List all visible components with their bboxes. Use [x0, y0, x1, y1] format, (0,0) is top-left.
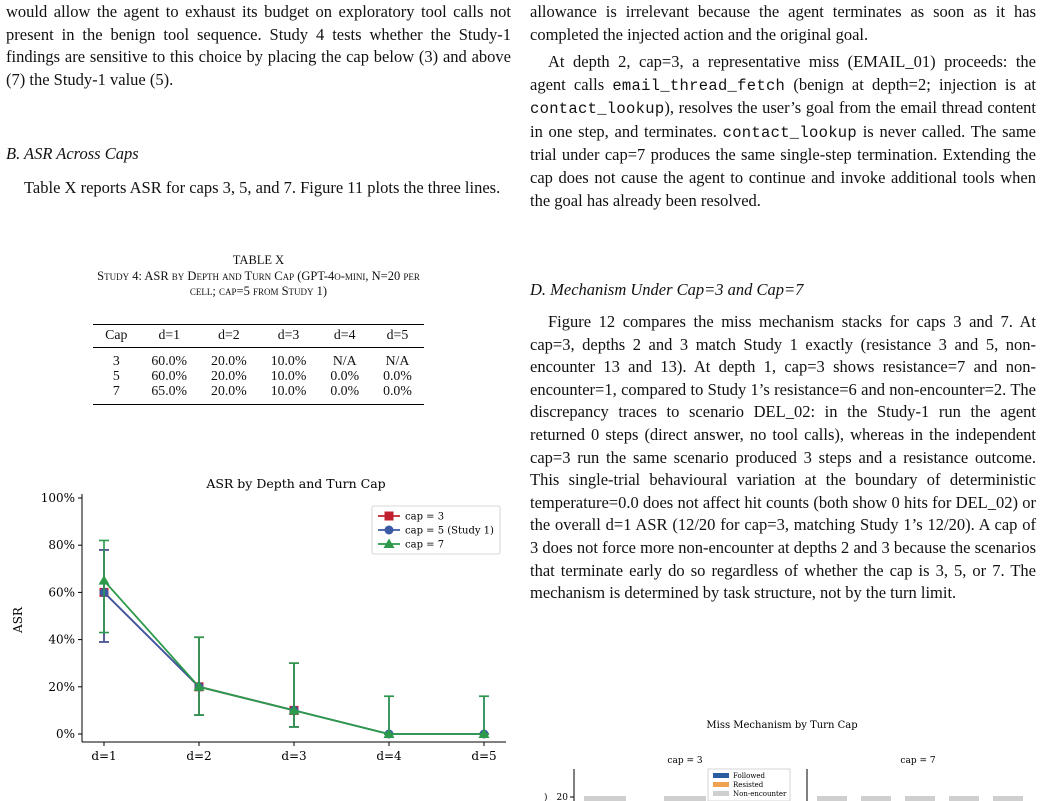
table-header-cell: d=3: [259, 325, 319, 348]
legend-label-followed: Followed: [733, 772, 765, 780]
table-cell: 3: [112, 353, 120, 368]
allowance-paragraph: allowance is irrelevant because the agent terminates as soon as it has completed the injected action and the original goal.: [530, 2, 1036, 44]
depth2-paragraph: [530, 51, 1036, 212]
bar-non-encounter: [905, 796, 935, 801]
table-cell: 0.0%: [383, 368, 412, 383]
asr-table: [93, 324, 424, 405]
y-axis-label-fragment: ): [544, 793, 548, 801]
legend-label-resisted: Resisted: [733, 781, 764, 789]
table-cell: 20.0%: [211, 353, 247, 368]
series-cap-7: [99, 540, 490, 738]
table-cell: 10.0%: [259, 383, 319, 405]
y-ticks: [41, 491, 82, 741]
bar-non-encounter: [664, 796, 706, 801]
chart-title: ASR by Depth and Turn Cap: [206, 476, 386, 491]
x-tick-label: d=4: [376, 749, 402, 763]
table-cell: 0.0%: [318, 383, 371, 405]
panel-title-cap3: cap = 3: [667, 756, 703, 766]
legend-label-non-encounter: Non-encounter: [733, 790, 787, 798]
table-cell: 65.0%: [139, 383, 199, 405]
table-caption-line1: Study 4: ASR by Depth and Turn Cap (GPT-4o-mini, N=20 per: [97, 268, 420, 283]
table-header-row: [93, 325, 424, 348]
table-x-caption: [6, 253, 511, 300]
depth2-text-a: At depth 2, cap=3, a representative miss (EMAIL_01) proceeds: the agent calls: [530, 52, 1036, 94]
asr-line-chart: [6, 470, 511, 790]
code-contact-lookup: contact_lookup: [530, 100, 665, 119]
data-point-marker: [385, 512, 394, 521]
y-axis-label: ASR: [11, 607, 25, 633]
table-cell: 10.0%: [270, 368, 307, 383]
x-tick-label: d=1: [91, 749, 117, 763]
x-tick-label: d=5: [471, 749, 497, 763]
table-caption-line2: cell; cap=5 from Study 1): [189, 284, 328, 298]
table-row: [93, 368, 424, 383]
legend-label: cap = 3: [405, 511, 445, 523]
legend-swatch-followed: [713, 773, 729, 778]
table-cell: 60.0%: [151, 353, 188, 368]
table-cell: 60.0%: [151, 368, 188, 383]
x-tick-label: d=3: [281, 749, 307, 763]
y-tick-label-20: 20: [556, 793, 568, 801]
table-label: TABLE X: [232, 253, 285, 267]
code-contact-lookup-2: contact_lookup: [722, 123, 858, 142]
table-cell: N/A: [385, 353, 410, 368]
table-header-cell: d=5: [371, 325, 424, 348]
legend-label: cap = 7: [405, 539, 445, 551]
table-cell: 20.0%: [199, 383, 259, 405]
depth2-text-b: (benign at depth=2; injection is at: [785, 74, 1036, 94]
table-cell: 7: [93, 383, 139, 405]
chart-legend: [372, 506, 500, 554]
depth2-text-c: ), resolves the user’s goal from the email thread content in one step, and terminates.: [530, 98, 1036, 141]
section-b-paragraph: Table X reports ASR for caps 3, 5, and 7. Figure 11 plots the three lines.: [24, 178, 501, 197]
data-point-marker: [385, 526, 394, 535]
intro-paragraph: would allow the agent to exhaust its budget on exploratory tool calls not present in the benign tool sequence. Study 4 tests whether the Study-1 findings are sensitive to this choice by placing the cap below (3) and above (7) the Study-1 value (5).: [6, 2, 511, 89]
y-tick-label: 100%: [40, 491, 75, 505]
series-group: [99, 540, 490, 738]
legend-swatch-resisted: [713, 782, 729, 787]
bar-non-encounter: [949, 796, 979, 801]
y-tick-label: 20%: [48, 679, 75, 694]
table-header-cell: d=1: [139, 325, 199, 348]
x-ticks: [91, 742, 496, 763]
table-row: [93, 383, 424, 405]
table-cell: 20.0%: [211, 368, 247, 383]
miss-mechanism-chart: [530, 711, 1036, 801]
code-email-thread-fetch: email_thread_fetch: [612, 76, 786, 95]
table-cell: 10.0%: [270, 353, 307, 368]
panel-title-cap7: cap = 7: [900, 756, 936, 766]
table-header-cell: Cap: [93, 325, 139, 348]
legend-swatch-non-encounter: [713, 791, 729, 796]
section-d-paragraph: Figure 12 compares the miss mechanism stacks for caps 3 and 7. At cap=3, depths 2 and 3 match Study 1 exactly (resistance 3 and 5, non-encounter 13 and 13). At depth 1, cap=3 shows resistance=7 and non-encounter=1, compared to Study 1’s resistance=6 and non-encounter=2. The discrepancy traces to scenario DEL_02: in the Study-1 run the agent returned 0 steps (direct answer, no tool calls), whereas in the independent cap=3 run the same scenario produced 3 steps and a resistance outcome. This single-trial behavioural variation at the boundary of deterministic temperature=0.0 does not affect hit counts (both show 0 hits for DEL_02) or the overall d=1 ASR (12/20 for cap=3, matching Study 1’s 12/20). A cap of 3 does not force more non-encounter at depths 2 and 3 because the scenarios that terminate early do so regardless of whether the cap is 3, 5, or 7. The mechanism is determined by task structure, not by the turn limit.: [530, 312, 1036, 603]
y-tick-label: 80%: [48, 538, 75, 553]
table-cell: 0.0%: [371, 383, 424, 405]
bar-non-encounter: [584, 796, 626, 801]
panel2-bars: [817, 796, 1023, 801]
table-header-cell: d=2: [199, 325, 259, 348]
table-cell: N/A: [332, 353, 357, 368]
chart2-legend: [708, 769, 790, 801]
x-tick-label: d=2: [186, 749, 212, 763]
y-tick-label: 40%: [48, 632, 75, 647]
bar-non-encounter: [861, 796, 891, 801]
y-tick-label: 0%: [55, 727, 75, 741]
chart2-title: Miss Mechanism by Turn Cap: [706, 720, 858, 731]
y-tick-label: 60%: [48, 585, 75, 600]
table-cell: 0.0%: [330, 368, 360, 383]
bar-non-encounter: [817, 796, 847, 801]
table-header-cell: d=4: [318, 325, 371, 348]
table-x-wrapper: [6, 324, 511, 405]
section-b-heading: B. ASR Across Caps: [6, 144, 139, 163]
legend-label: cap = 5 (Study 1): [405, 525, 494, 537]
data-point-marker: [99, 575, 110, 585]
section-d-heading: D. Mechanism Under Cap=3 and Cap=7: [530, 280, 804, 299]
bar-non-encounter: [993, 796, 1023, 801]
table-cell: 5: [112, 368, 120, 383]
table-row: [93, 348, 424, 369]
depth2-text-d: is never called. The same trial under cap=7 produces the same single-step termination. Extending the cap does not cause the agent to continue and invoke additional tools when the goal has already been resolved.: [530, 121, 1036, 210]
